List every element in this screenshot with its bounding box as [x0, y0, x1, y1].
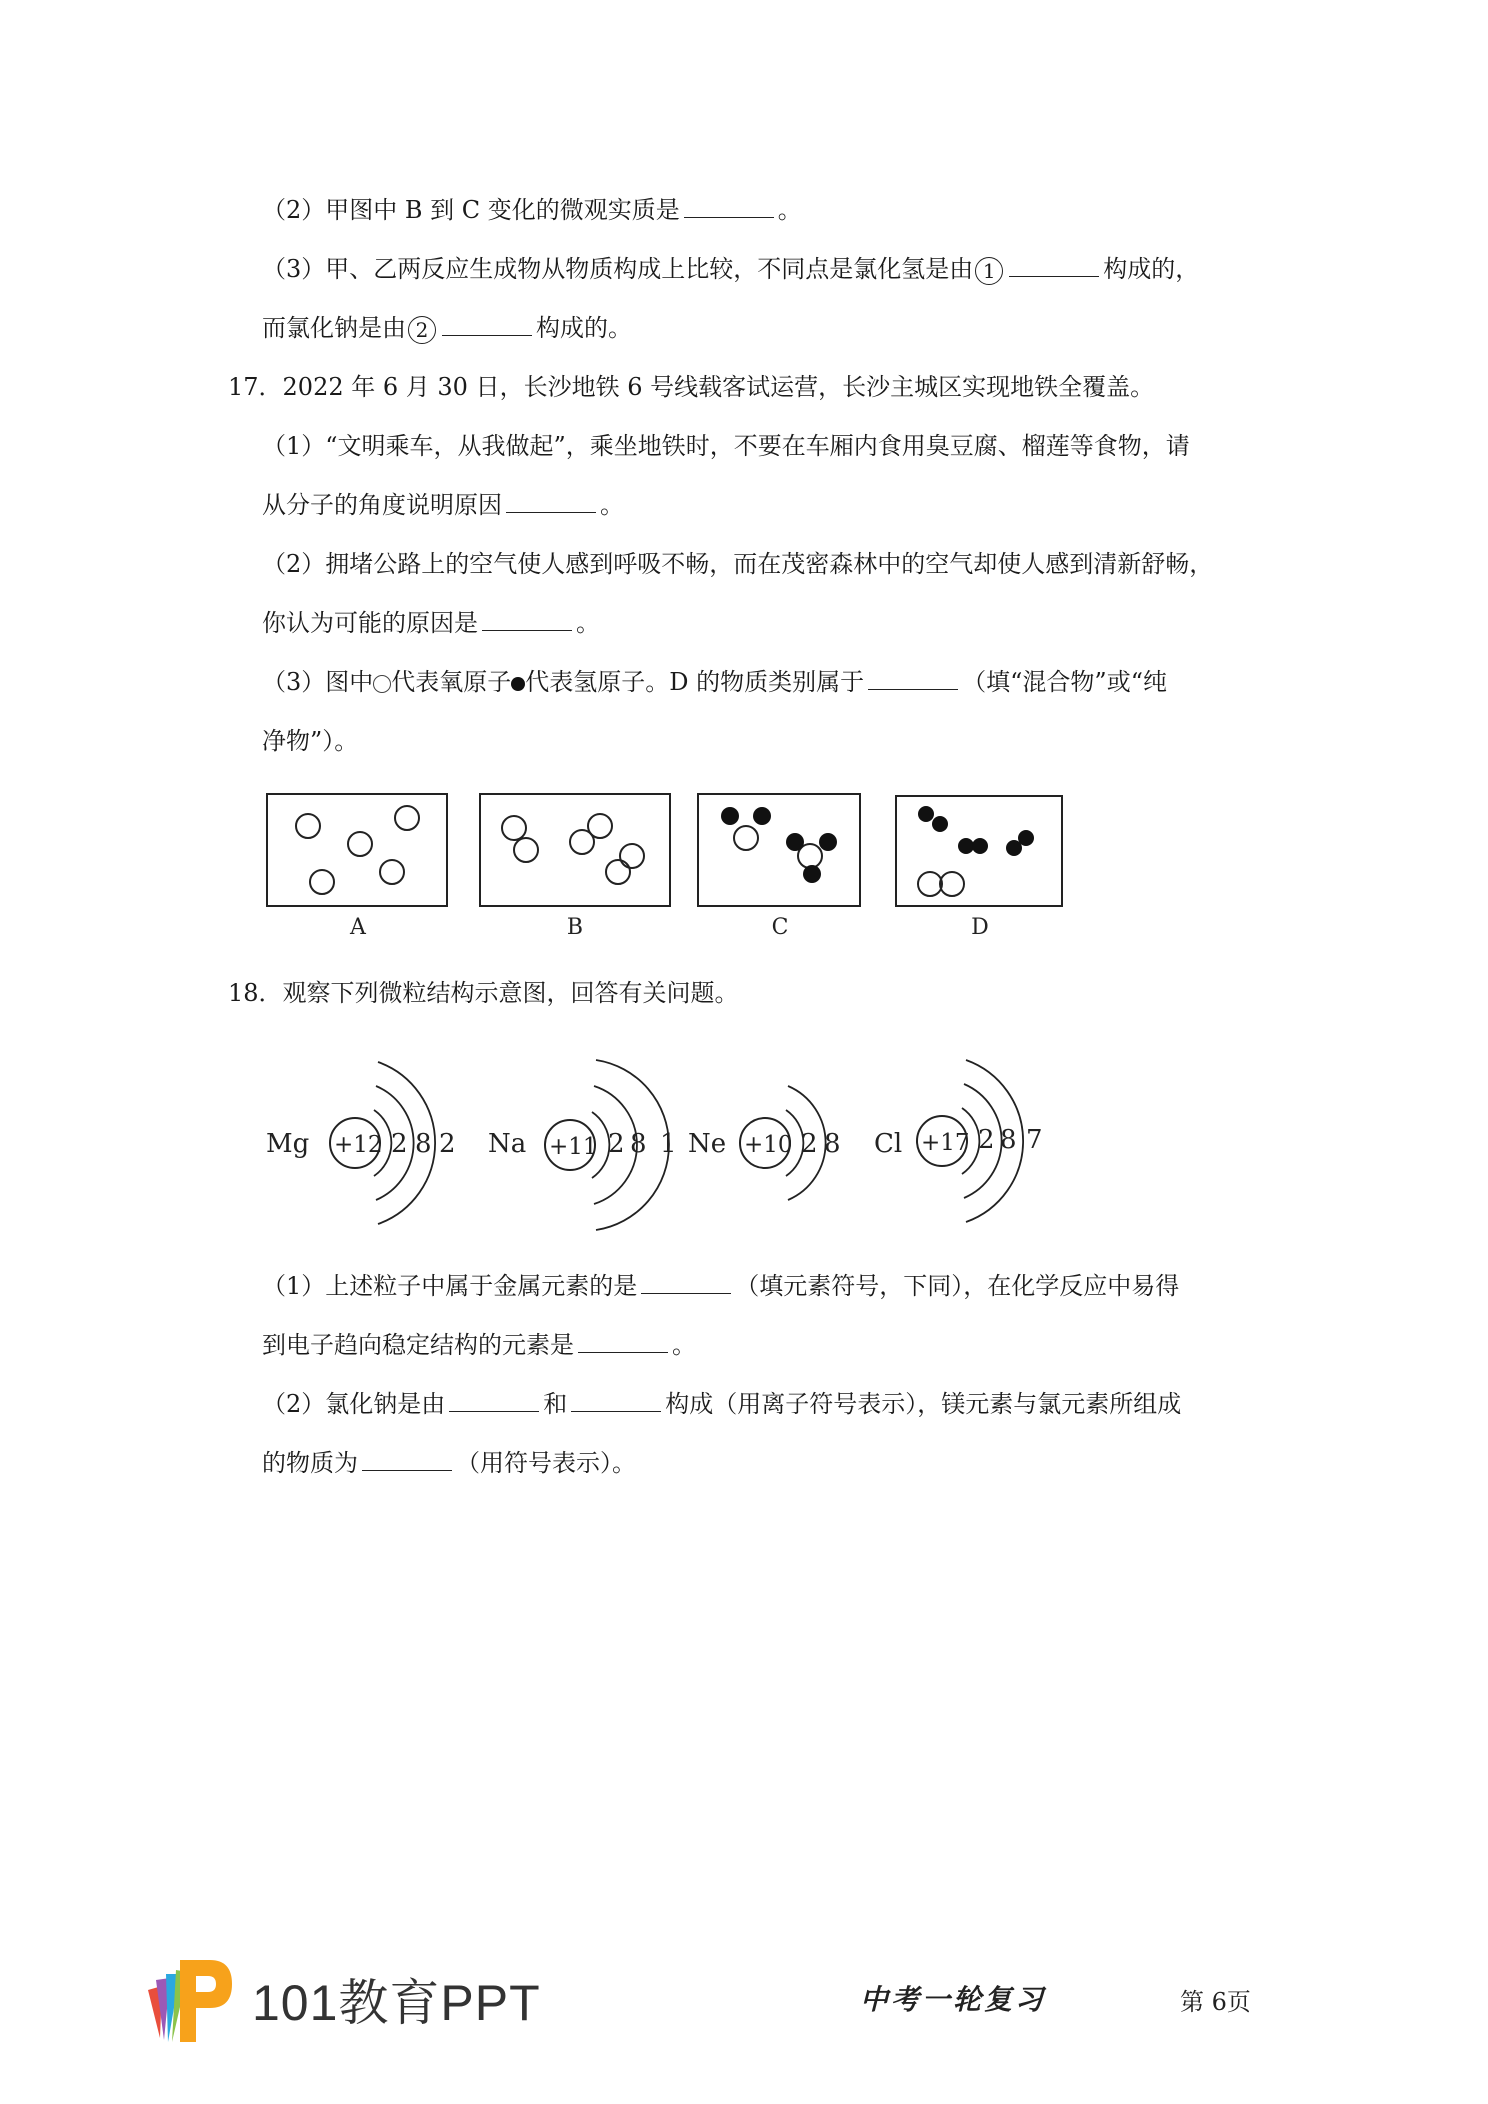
q17-part3-b: 代表氧原子	[391, 668, 512, 696]
box-c	[698, 794, 860, 906]
answer-blank[interactable]	[578, 1330, 668, 1353]
q18-part1-line1	[262, 1269, 1179, 1303]
brand-name: 101教育PPT	[252, 1975, 541, 2031]
nucleus-ne: +10	[744, 1132, 793, 1158]
q18-part1-b: （填元素符号，下同），在化学反应中易得	[735, 1272, 1180, 1300]
q16-part2-text: （2）甲图中 B 到 C 变化的微观实质是	[262, 196, 680, 224]
answer-blank[interactable]	[442, 313, 532, 336]
q18-part2-line1	[262, 1387, 1181, 1421]
answer-blank[interactable]	[641, 1271, 731, 1294]
atom-symbol-cl: Cl	[874, 1129, 903, 1159]
box-label-d: D	[971, 915, 989, 940]
q17-part3-c: 代表氢原子。D 的物质类别属于	[525, 668, 865, 696]
q17-part3-a: （3）图中	[262, 668, 374, 696]
shell-cl-1: 2	[978, 1125, 995, 1155]
q16-part3-end: 构成的。	[536, 314, 632, 342]
circled-number-1: 1	[975, 257, 1003, 285]
circled-number-2: 2	[408, 316, 436, 344]
box-label-b: B	[566, 915, 584, 940]
punctuation: 。	[600, 491, 624, 519]
q17-part2-text: 你认为可能的原因是	[262, 609, 478, 637]
q16-part3-cont	[262, 311, 632, 345]
answer-blank[interactable]	[362, 1448, 452, 1471]
q17-part1-line2	[262, 488, 624, 522]
atom-symbol-ne: Ne	[688, 1129, 727, 1159]
oxygen-atom-icon	[373, 675, 391, 693]
q16-part3-text: （3）甲、乙两反应生成物从物质构成上比较，不同点是氯化氢是由	[262, 255, 974, 283]
hydrogen-atom-icon	[511, 677, 525, 691]
q18-part2-c: 构成（用离子符号表示），镁元素与氯元素所组成	[665, 1390, 1182, 1418]
nucleus-na: +11	[549, 1134, 598, 1160]
q18-part1-a: （1）上述粒子中属于金属元素的是	[262, 1272, 638, 1300]
answer-blank[interactable]	[449, 1389, 539, 1412]
q18-part2-b: 和	[543, 1390, 568, 1418]
atom-symbol-mg: Mg	[266, 1129, 310, 1159]
q18-stem: 18．观察下列微粒结构示意图，回答有关问题。	[228, 979, 739, 1007]
punctuation: 。	[576, 609, 600, 637]
q18-part1-line2-text: 到电子趋向稳定结构的元素是	[262, 1331, 574, 1359]
q17-part3-line2: 净物”）。	[262, 727, 359, 755]
q18-part2-line2-b: （用符号表示）。	[456, 1449, 636, 1477]
answer-blank[interactable]	[506, 490, 596, 513]
q18-part2-a: （2）氯化钠是由	[262, 1390, 446, 1418]
q17-part2-line2	[262, 606, 600, 640]
q17-part1-text: 从分子的角度说明原因	[262, 491, 502, 519]
answer-blank[interactable]	[482, 608, 572, 631]
shell-na-3: 1	[660, 1129, 677, 1159]
answer-blank[interactable]	[684, 195, 774, 218]
punctuation: 。	[777, 196, 802, 224]
q17-part1-line1: （1）“文明乘车，从我做起”，乘坐地铁时，不要在车厢内食用臭豆腐、榴莲等食物，请	[262, 432, 1190, 460]
page-number: 第 6页	[1180, 1988, 1251, 2016]
q16-part3-cont-text: 而氯化钠是由	[262, 314, 406, 342]
q18-part2-line2	[262, 1446, 636, 1480]
q17-part3-d: （填“混合物”或“纯	[962, 668, 1167, 696]
shell-na-1: 2	[608, 1129, 625, 1159]
atom-symbol-na: Na	[488, 1129, 527, 1159]
answer-blank[interactable]	[571, 1389, 661, 1412]
shell-ne-1: 2	[801, 1129, 818, 1159]
answer-blank[interactable]	[868, 667, 958, 690]
nucleus-cl: +17	[921, 1130, 970, 1156]
shell-cl-2: 8	[1000, 1125, 1017, 1155]
q17-part3-line1	[262, 665, 1167, 699]
box-a	[267, 794, 447, 906]
shell-mg-3: 2	[439, 1129, 456, 1159]
box-label-c: C	[771, 915, 789, 940]
atomic-structure-figure	[262, 1040, 1062, 1240]
q16-part2	[262, 193, 802, 227]
shell-cl-3: 7	[1026, 1125, 1043, 1155]
q16-part3-mid: 构成的，	[1103, 255, 1200, 283]
q18-part1-line2	[262, 1328, 696, 1362]
molecule-boxes-figure	[262, 790, 1082, 950]
brand-logo-icon	[140, 1950, 240, 2050]
answer-blank[interactable]	[1009, 254, 1099, 277]
box-label-a: A	[350, 915, 366, 940]
footer-title: 中考一轮复习	[860, 1983, 1047, 2016]
punctuation: 。	[672, 1331, 696, 1359]
shell-ne-2: 8	[824, 1129, 841, 1159]
shell-mg-1: 2	[391, 1129, 408, 1159]
q16-part3	[262, 252, 1199, 286]
q17-stem: 17．2022 年 6 月 30 日，长沙地铁 6 号线载客试运营，长沙主城区实现地铁全覆盖。	[228, 373, 1155, 401]
q18-part2-line2-a: 的物质为	[262, 1449, 358, 1477]
nucleus-mg: +12	[334, 1132, 383, 1158]
shell-na-2: 8	[630, 1129, 647, 1159]
q17-part2-line1: （2）拥堵公路上的空气使人感到呼吸不畅，而在茂密森林中的空气却使人感到清新舒畅，	[262, 550, 1214, 578]
shell-mg-2: 8	[415, 1129, 432, 1159]
